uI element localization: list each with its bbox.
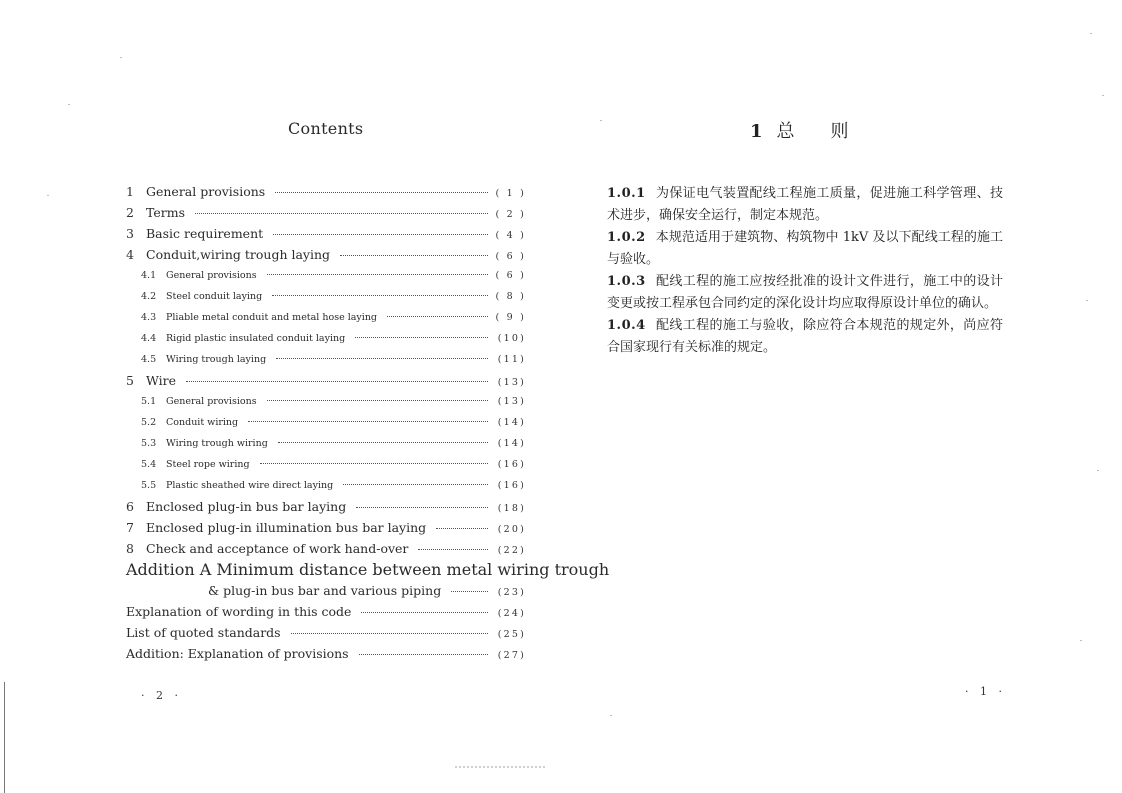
toc-entry-page: (14)	[497, 438, 526, 449]
toc-entry	[126, 601, 526, 622]
toc-entry-number: 5.2	[141, 417, 157, 428]
article-number: 1.0.3	[607, 274, 646, 289]
toc-entry-number: 3	[126, 226, 134, 241]
toc-entry-title: Rigid plastic insulated conduit laying	[166, 333, 346, 344]
scan-speck	[47, 195, 49, 196]
toc-entry-number: 4.4	[141, 333, 157, 344]
toc-entry-number: 2	[126, 205, 134, 220]
toc-entry	[126, 454, 526, 475]
toc-entry-page: (10)	[497, 333, 526, 344]
scan-speck	[610, 715, 612, 716]
article-paragraph	[607, 227, 1003, 271]
toc-entry	[126, 643, 526, 664]
toc-entry-title: & plug-in bus bar and various piping	[208, 583, 442, 598]
toc-entry-number: 6	[126, 499, 134, 514]
scan-speck	[1097, 470, 1099, 471]
toc-entry-number: 5.3	[141, 438, 157, 449]
article-number: 1.0.1	[607, 186, 646, 201]
toc-entry-number: 5	[126, 373, 134, 388]
toc-dot-leader	[355, 336, 488, 338]
contents-heading: Contents	[288, 119, 364, 138]
article-number: 1.0.4	[607, 318, 646, 333]
article-text: 配线工程的施工与验收，除应符合本规范的规定外，尚应符合国家现行有关标准的规定。	[607, 318, 1003, 355]
toc-dot-leader	[260, 462, 488, 464]
toc-entry	[126, 181, 526, 202]
toc-entry-title: Addition A Minimum distance between metal wiring trough	[126, 560, 610, 579]
toc-entry-title: Steel rope wiring	[166, 459, 250, 470]
toc-entry-page: (13)	[497, 377, 526, 388]
article-paragraph	[607, 315, 1003, 359]
toc-entry	[126, 559, 610, 580]
toc-entry	[126, 286, 526, 307]
toc-entry-title: Conduit wiring	[166, 417, 239, 428]
toc-entry	[126, 412, 526, 433]
toc-entry-page: (22)	[497, 545, 526, 556]
article-paragraph	[607, 271, 1003, 315]
toc-dot-leader	[291, 632, 488, 634]
toc-entry-page: ( 4 )	[495, 230, 526, 241]
toc-dot-leader	[186, 380, 488, 382]
toc-entry-number: 5.4	[141, 459, 157, 470]
scan-speck	[600, 120, 602, 121]
toc-dot-leader	[267, 273, 488, 275]
toc-entry-title: List of quoted standards	[126, 625, 281, 640]
toc-dot-leader	[340, 254, 488, 256]
scan-edge-line	[4, 682, 5, 793]
toc-entry-title: Wire	[146, 373, 176, 388]
toc-entry	[126, 475, 526, 496]
left-page-folio: · 2 ·	[141, 689, 182, 702]
toc-entry-title: Pliable metal conduit and metal hose laying	[166, 312, 378, 323]
toc-entry-page: (13)	[497, 396, 526, 407]
toc-entry-page: (23)	[497, 587, 526, 598]
toc-entry-number: 4.1	[141, 270, 157, 281]
toc-entry-number: 4	[126, 247, 134, 262]
scan-artifact	[455, 763, 545, 768]
scan-speck	[1090, 33, 1092, 34]
scan-speck	[68, 104, 70, 105]
toc-entry	[126, 307, 526, 328]
toc-entry-title: Wiring trough laying	[166, 354, 267, 365]
toc-dot-leader	[275, 191, 488, 193]
toc-entry	[126, 622, 526, 643]
toc-entry-title: Enclosed plug-in illumination bus bar laying	[146, 520, 427, 535]
scan-speck	[1080, 640, 1082, 641]
toc-entry-title: Check and acceptance of work hand-over	[146, 541, 409, 556]
article-text: 为保证电气装置配线工程施工质量，促进施工科学管理、技术进步，确保安全运行，制定本规范。	[607, 186, 1003, 223]
toc-entry	[126, 349, 526, 370]
toc-entry-page: (11)	[497, 354, 526, 365]
toc-entry-number: 4.5	[141, 354, 157, 365]
scan-speck	[1102, 95, 1104, 96]
toc-entry-page: ( 8 )	[495, 291, 526, 302]
scan-speck	[120, 57, 122, 58]
toc-entry	[126, 433, 526, 454]
toc-entry	[126, 496, 526, 517]
right-page-folio: · 1 ·	[965, 685, 1006, 698]
toc-entry-number: 1	[126, 184, 134, 199]
toc-entry-title: Addition: Explanation of provisions	[126, 646, 349, 661]
article-list	[607, 183, 1003, 359]
toc-entry-page: (24)	[497, 608, 526, 619]
toc-entry-title: Plastic sheathed wire direct laying	[166, 480, 334, 491]
toc-entry-number: 4.3	[141, 312, 157, 323]
toc-entry-number: 8	[126, 541, 134, 556]
toc-entry-title: General provisions	[166, 270, 257, 281]
toc-entry-title: Basic requirement	[146, 226, 264, 241]
table-of-contents	[126, 181, 610, 664]
toc-entry-page: (27)	[497, 650, 526, 661]
toc-entry-title: Explanation of wording in this code	[126, 604, 352, 619]
toc-entry-page: ( 6 )	[495, 251, 526, 262]
toc-entry-page: (25)	[497, 629, 526, 640]
toc-dot-leader	[272, 294, 488, 296]
article-text: 本规范适用于建筑物、构筑物中 1kV 及以下配线工程的施工与验收。	[607, 230, 1003, 267]
article-number: 1.0.2	[607, 230, 646, 245]
toc-entry	[126, 202, 526, 223]
toc-entry	[126, 580, 526, 601]
toc-entry-title: Enclosed plug-in bus bar laying	[146, 499, 347, 514]
toc-entry-page: ( 9 )	[495, 312, 526, 323]
toc-dot-leader	[343, 483, 488, 485]
toc-entry	[126, 370, 526, 391]
toc-entry	[126, 538, 526, 559]
toc-entry-title: Steel conduit laying	[166, 291, 263, 302]
toc-dot-leader	[356, 506, 488, 508]
article-paragraph	[607, 183, 1003, 227]
toc-dot-leader	[273, 233, 488, 235]
toc-entry-number: 5.5	[141, 480, 157, 491]
toc-dot-leader	[248, 420, 488, 422]
toc-entry-page: (18)	[497, 503, 526, 514]
toc-entry-page: (16)	[497, 459, 526, 470]
toc-entry-number: 5.1	[141, 396, 157, 407]
toc-entry-title: General provisions	[146, 184, 266, 199]
toc-entry-title: Terms	[146, 205, 186, 220]
toc-dot-leader	[451, 590, 488, 592]
toc-entry-number: 7	[126, 520, 134, 535]
toc-entry-title: Conduit,wiring trough laying	[146, 247, 331, 262]
toc-dot-leader	[436, 527, 488, 529]
toc-entry	[126, 328, 526, 349]
toc-entry	[126, 265, 526, 286]
article-text: 配线工程的施工应按经批准的设计文件进行，施工中的设计变更或按工程承包合同约定的深化设计均应取得原设计单位的确认。	[607, 274, 1003, 311]
right-page	[561, 0, 1122, 793]
toc-dot-leader	[418, 548, 488, 550]
toc-dot-leader	[267, 399, 488, 401]
toc-entry-page: (16)	[497, 480, 526, 491]
chapter-number: 1	[750, 121, 763, 142]
chapter-title	[750, 117, 849, 143]
toc-entry	[126, 391, 526, 412]
toc-dot-leader	[361, 611, 488, 613]
toc-entry-title: Wiring trough wiring	[166, 438, 268, 449]
toc-dot-leader	[359, 653, 488, 655]
toc-entry-page: (20)	[497, 524, 526, 535]
chapter-title-part1: 总	[776, 121, 795, 142]
toc-entry-page: ( 2 )	[495, 209, 526, 220]
toc-entry-title: General provisions	[166, 396, 257, 407]
toc-entry-number: 4.2	[141, 291, 157, 302]
toc-entry-page: ( 6 )	[495, 270, 526, 281]
toc-entry	[126, 244, 526, 265]
chapter-title-part2: 则	[830, 121, 849, 142]
toc-dot-leader	[276, 357, 488, 359]
toc-entry	[126, 223, 526, 244]
toc-dot-leader	[195, 212, 488, 214]
toc-entry-page: (14)	[497, 417, 526, 428]
toc-dot-leader	[278, 441, 488, 443]
toc-entry	[126, 517, 526, 538]
scan-speck	[1086, 300, 1088, 301]
toc-entry-page: ( 1 )	[495, 188, 526, 199]
toc-dot-leader	[387, 315, 488, 317]
